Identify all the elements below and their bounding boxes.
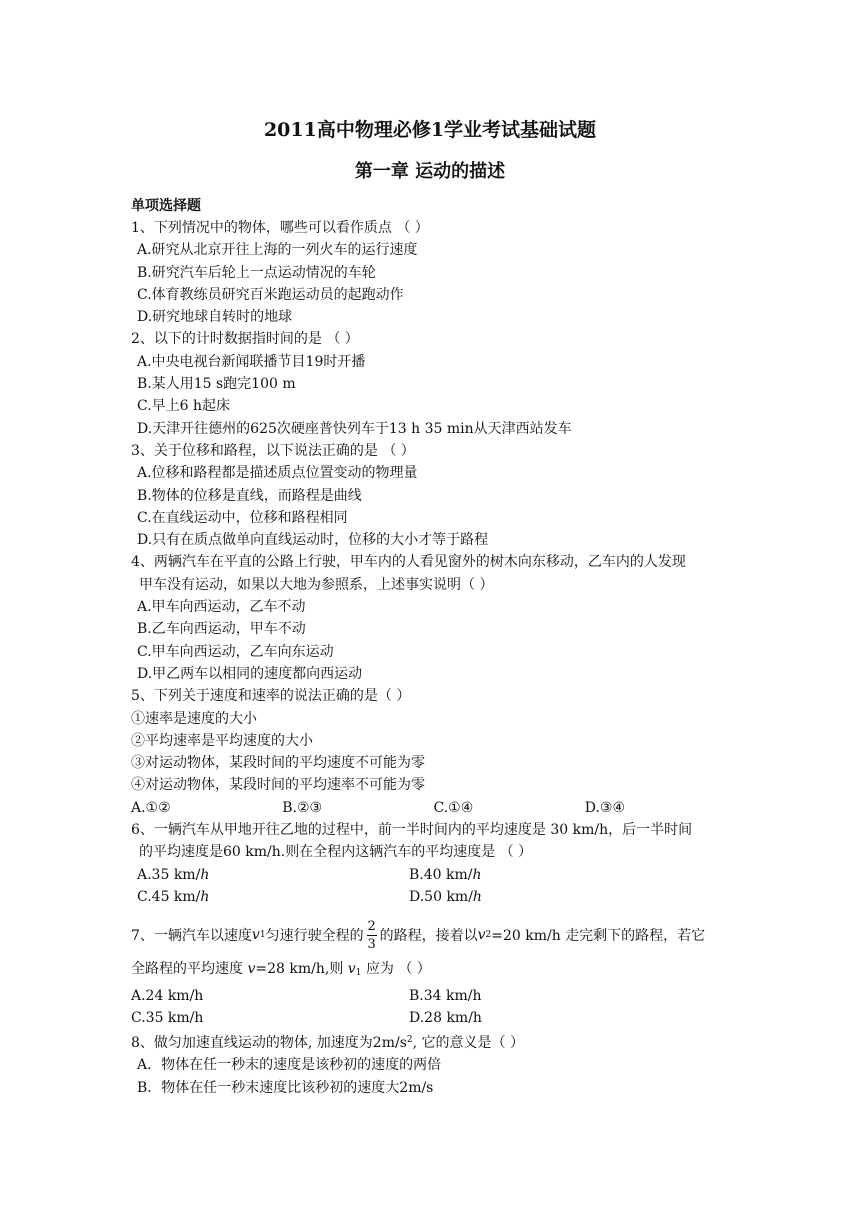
question-6-stem-line-2: 的平均速度是60 km/h.则在全程内这辆汽车的平均速度是 （ ） [139, 844, 533, 861]
question-6-option-b-value: B.40 km/ [409, 866, 473, 883]
question-6-option-a-unit: h [200, 866, 210, 883]
question-6-stem-line-1: 6、一辆汽车从甲地开往乙地的过程中，前一半时间内的平均速度是 30 km/h，后一半时间 [131, 822, 693, 839]
question-7-v1b-subscript: 1 [355, 968, 362, 979]
fraction-numerator: 2 [367, 918, 376, 934]
question-6-option-c-value: C.45 km/ [137, 888, 201, 905]
question-5-option-d: D.③④ [584, 799, 626, 816]
question-5-option-c: C.①④ [433, 799, 474, 816]
question-7-options-row-1 [131, 985, 736, 1007]
question-7-text-3: 的路程，接着以 [379, 928, 478, 945]
question-6-options-row-2 [131, 886, 736, 908]
question-5-statement-2: ②平均速率是平均速度的大小 [131, 732, 313, 749]
question-6-option-d-unit: h [472, 888, 482, 905]
question-5-statement-4: ④对运动物体，某段时间的平均速率不可能为零 [131, 777, 425, 794]
question-2-option-c: C.早上6 h起床 [137, 398, 231, 415]
question-7-v2-symbol: v [477, 927, 486, 944]
question-2-option-d: D.天津开往德州的625次硬座普快列车于13 h 35 min从天津西站发车 [137, 420, 572, 437]
document-title: 2011高中物理必修1学业考试基础试题 [263, 119, 597, 141]
question-7-option-c: C.35 km/h [131, 1009, 204, 1026]
question-7-option-d: D.28 km/h [409, 1009, 482, 1026]
question-8-option-a: A．物体在任一秒末的速度是该秒初的速度的两倍 [137, 1057, 442, 1074]
question-7-text-7: 应为 （ ） [361, 961, 431, 978]
question-7-text-2: 匀速行驶全程的 [265, 928, 364, 945]
question-3-option-a: A.位移和路程都是描述质点位置变动的物理量 [137, 465, 418, 482]
question-4-option-c: C.甲车向西运动，乙车向东运动 [137, 643, 334, 660]
question-6-option-a [131, 864, 409, 886]
question-4-option-d: D.甲乙两车以相同的速度都向西运动 [137, 665, 363, 682]
question-4-option-b: B.乙车向西运动，甲车不动 [137, 621, 306, 638]
question-5-stem: 5、下列关于速度和速率的说法正确的是（ ） [131, 688, 411, 705]
question-6-option-d [409, 886, 482, 908]
question-1-option-c: C.体育教练员研究百米跑运动员的起跑动作 [137, 286, 404, 303]
question-6-option-c-unit: h [200, 888, 210, 905]
question-5-statement-3: ③对运动物体，某段时间的平均速度不可能为零 [131, 755, 425, 772]
question-2-stem: 2、以下的计时数据指时间的是 （ ） [131, 331, 359, 348]
question-7-option-b: B.34 km/h [409, 987, 482, 1004]
question-8-option-b: B．物体在任一秒末速度比该秒初的速度大2m/s [137, 1079, 434, 1096]
question-6-option-c [131, 886, 409, 908]
question-1-option-b: B.研究汽车后轮上一点运动情况的车轮 [137, 264, 376, 281]
question-3-option-b: B.物体的位移是直线，而路程是曲线 [137, 487, 362, 504]
question-7-text-5: 全路程的平均速度 [131, 961, 248, 978]
question-4-option-a: A.甲车向西运动，乙车不动 [137, 599, 306, 616]
chapter-heading: 第一章 运动的描述 [354, 161, 506, 182]
question-8-superscript: 2 [406, 1035, 413, 1046]
question-6-option-d-value: D.50 km/ [409, 888, 473, 905]
question-1-option-d: D.研究地球自转时的地球 [137, 309, 293, 326]
question-2-option-b: B.某人用15 s跑完100 m [137, 376, 296, 393]
question-1-stem: 1、下列情况中的物体，哪些可以看作质点 （ ） [131, 220, 429, 236]
question-7-option-a: A.24 km/h [131, 987, 204, 1004]
question-7-v1-subscript: 1 [259, 930, 266, 941]
question-8-stem [131, 1029, 736, 1054]
question-3-option-d: D.只有在质点做单向直线运动时，位移的大小才等于路程 [137, 532, 489, 549]
question-7-v2-subscript: 2 [485, 930, 492, 941]
question-5-option-b: B.②③ [282, 799, 323, 816]
question-1-option-a: A.研究从北京开往上海的一列火车的运行速度 [137, 242, 418, 259]
question-7-stem-line-1 [131, 912, 736, 958]
question-3-option-c: C.在直线运动中，位移和路程相同 [137, 509, 348, 526]
question-8-text-2: , 它的意义是（ ） [412, 1035, 524, 1052]
question-6-option-b-unit: h [472, 866, 482, 883]
question-7-text-6: =28 km/h,则 [255, 961, 348, 978]
question-6-options-row-1 [131, 864, 736, 886]
question-7-stem-line-2 [131, 958, 736, 984]
question-7-v-symbol: v [247, 961, 256, 978]
question-7-text-4: =20 km/h 走完剩下的路程，若它 [491, 928, 706, 945]
section-heading: 单项选择题 [131, 198, 201, 214]
question-7-v1-symbol: v [251, 927, 260, 944]
question-7-text-1: 7、一辆汽车以速度 [131, 928, 252, 945]
question-7-fraction [367, 919, 377, 952]
question-3-stem: 3、关于位移和路程，以下说法正确的是 （ ） [131, 442, 415, 459]
fraction-denominator: 3 [367, 936, 376, 952]
question-5-option-a: A.①② [131, 799, 171, 816]
question-5-statement-1: ①速率是速度的大小 [131, 710, 257, 727]
question-6-option-a-value: A.35 km/ [137, 866, 201, 883]
question-7-options-row-2 [131, 1007, 736, 1029]
question-6-option-b [409, 864, 482, 886]
question-4-stem-line-1: 4、两辆汽车在平直的公路上行驶，甲车内的人看见窗外的树木向东移动，乙车内的人发现 [131, 554, 686, 571]
question-list [131, 195, 736, 1099]
question-7-v1b-symbol: v [347, 961, 356, 978]
question-2-option-a: A.中央电视台新闻联播节目19时开播 [137, 353, 366, 370]
question-5-options [131, 797, 736, 819]
question-8-text-1: 8、做匀加速直线运动的物体, 加速度为2m/s [131, 1035, 407, 1052]
question-4-stem-line-2: 甲车没有运动，如果以大地为参照系，上述事实说明（ ） [139, 576, 494, 593]
fraction-bar [367, 935, 377, 936]
